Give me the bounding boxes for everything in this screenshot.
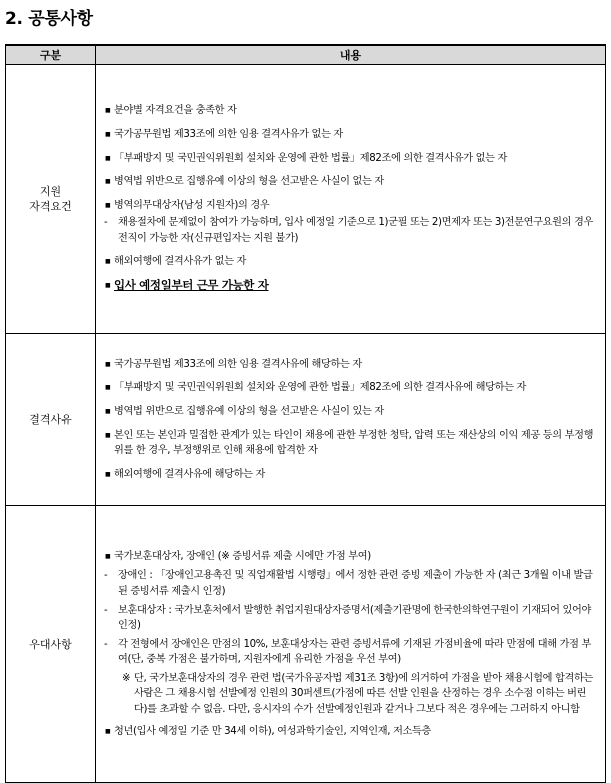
category-label-line: 지원: [39, 185, 62, 198]
list-item: ■ 국가공무원법 제33조에 의한 임용 결격사유에 해당하는 자: [105, 357, 599, 373]
list-item-emphasis: ■ 입사 예정일부터 근무 가능한 자: [105, 278, 599, 295]
list-item: ■ 국가보훈대상자, 장애인 (※ 증빙서류 제출 시에만 가점 부여): [105, 549, 599, 565]
header-content: 내용: [96, 45, 606, 65]
category-disqualification: 결격사유: [6, 334, 96, 506]
list-item: ■ 병역법 위반으로 집행유예 이상의 형을 선고받은 사실이 없는 자: [105, 174, 599, 190]
list-item: ■ 「부패방지 및 국민권익위원회 설치와 운영에 관한 법률」제82조에 의한 결격사유에 해당하는 자: [105, 380, 599, 396]
list-item: ■ 국가공무원법 제33조에 의한 임용 결격사유가 없는 자: [105, 127, 599, 143]
table-header-row: [6, 45, 606, 65]
list-item: ■ 분야별 자격요건을 충족한 자: [105, 103, 599, 119]
category-eligibility: [6, 65, 96, 334]
list-item: ■ 본인 또는 본인과 밀접한 관계가 있는 타인이 채용에 관한 부정한 청탁, 압력 또는 재산상의 이익 제공 등의 부정행위를 한 경우, 부정행위로 인해 채용에 합격한 자: [105, 428, 599, 459]
list-item: ■ 해외여행에 결격사유에 해당하는 자: [105, 467, 599, 483]
table-row-disqualification: [6, 334, 606, 506]
list-note: ※ 단, 국가보훈대상자의 경우 관련 법(국가유공자법 제31조 3항)에 의거하여 가점을 받아 채용시험에 합격하는 사람은 그 채용시험 선발예정 인원의 30퍼센트(가점에 따른 선발 인원을 산정하는 경우 소수점 이하는 버린다)를 초과할 수 없음. 다만, 응시자의 수가 선발예정인원과 같거나 그보다 적은 경우에는 그러하지 아니함: [122, 672, 593, 716]
list-item: ■ 청년(입사 예정일 기준 만 34세 이하), 여성과학기술인, 지역인재, 저소득층: [105, 724, 599, 740]
section-title: 2. 공통사항: [5, 9, 93, 29]
list-subitem: - 채용절차에 문제없이 참여가 가능하며, 입사 예정일 기준으로 1)군필 또는 2)면제자 또는 3)전문연구요원의 경우 전직이 가능한 자(신규편입자는 지원 불가): [104, 217, 593, 244]
common-requirements-table: [5, 44, 606, 783]
table-row-preference: [6, 506, 606, 783]
header-category: 구분: [6, 45, 96, 65]
list-item: ■ 「부패방지 및 국민권익위원회 설치와 운영에 관한 법률」제82조에 의한 결격사유가 없는 자: [105, 151, 599, 167]
list-subitem: - 각 전형에서 장애인은 만점의 10%, 보훈대상자는 관련 증빙서류에 기재된 가점비율에 따라 만점에 대해 가점 부여(단, 중복 가점은 불가하며, 지원자에게 유리한 가점을 우선 부여): [104, 638, 592, 666]
category-preference: 우대사항: [6, 506, 96, 783]
content-preference: [96, 506, 606, 783]
list-item: ■ 해외여행에 결격사유가 없는 자: [105, 254, 599, 270]
content-disqualification: [96, 334, 606, 506]
list-subitem: - 보훈대상자 : 국가보훈처에서 발행한 취업지원대상자증명서(제출기관명에 한국한의학연구원이 기재되어 있어야 인정): [104, 604, 592, 632]
list-item: ■ 병역법 위반으로 집행유예 이상의 형을 선고받은 사실이 있는 자: [105, 404, 599, 420]
table-row-eligibility: [6, 65, 606, 334]
category-label-line: 자격요건: [29, 200, 72, 213]
list-item: ■ 병역의무대상자(남성 지원자)의 경우: [105, 198, 599, 214]
list-subitem: - 장애인 : 「장애인고용촉진 및 직업재활법 시행령」에서 정한 관련 증빙 제출이 가능한 자 (최근 3개월 이내 발급된 증빙서류 제출시 인정): [104, 570, 593, 597]
content-eligibility: [96, 65, 606, 334]
